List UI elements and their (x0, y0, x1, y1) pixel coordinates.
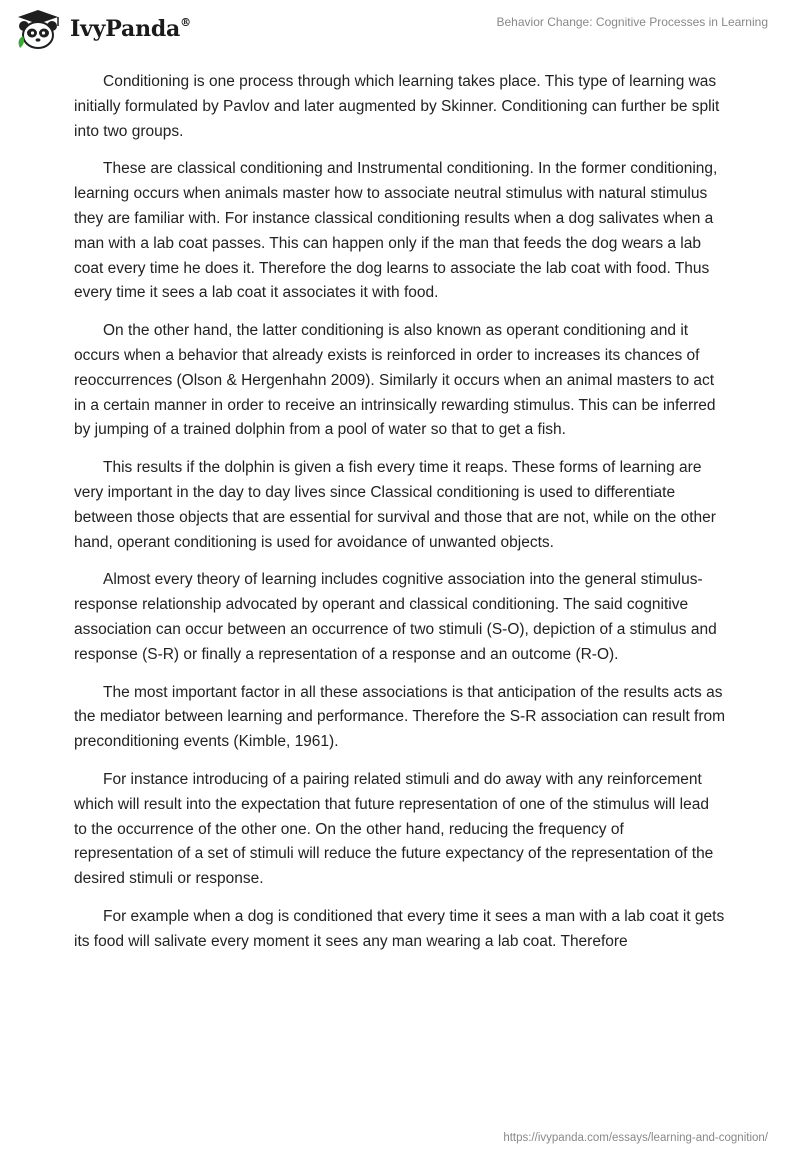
brand-logo[interactable] (14, 8, 191, 50)
page-header (0, 0, 800, 60)
paragraph: The most important factor in all these associations is that anticipation of the results acts as the mediator between learning and performance. Therefore the S-R association can result from preconditioning events (Kimble, 1961). (74, 683, 726, 751)
source-url[interactable]: https://ivypanda.com/essays/learning-and-cognition/ (503, 1132, 768, 1144)
essay-body (74, 70, 726, 968)
paragraph: Conditioning is one process through which learning takes place. This type of learning was initially formulated by Pavlov and later augmented by Skinner. Conditioning can further be split into two groups. (74, 73, 720, 140)
paragraph: Almost every theory of learning includes cognitive association into the general stimulus-response relationship advocated by operant and classical conditioning. The said cognitive association can occur between an occurrence of two stimuli (S-O), depiction of a stimulus and response (S-R) or finally a representation of a response and an outcome (R-O). (74, 571, 717, 663)
panda-logo-icon (14, 8, 62, 50)
brand-name: IvyPanda® (70, 15, 191, 42)
paragraph: For instance introducing of a pairing related stimuli and do away with any reinforcement which will result into the expectation that future representation of one of the stimulus will lead to the occurrence of the other one. On the other hand, reducing the frequency of representation of a set of stimuli will reduce the future expectancy of the representation of the desired stimuli or response. (74, 770, 714, 888)
paragraph: These are classical conditioning and Instrumental conditioning. In the former conditioning, learning occurs when animals master how to associate neutral stimulus with natural stimulus they are familiar with. For instance classical conditioning results when a dog salivates when a man with a lab coat passes. This can happen only if the man that feeds the dog wears a lab coat every time he does it. Therefore the dog learns to associate the lab coat with food. Thus every time it sees a lab coat it associates it with food. (74, 160, 718, 302)
paragraph: This results if the dolphin is given a fish every time it reaps. These forms of learning are very important in the day to day lives since Classical conditioning is used to differentiate between those objects that are essential for survival and those that are not, while on the other hand, operant conditioning is used for avoidance of unwanted objects. (74, 459, 716, 551)
paragraph: On the other hand, the latter conditioning is also known as operant conditioning and it occurs when a behavior that already exists is reinforced in order to increases its chances of reoccurrences (Olson & Hergenhahn 2009). Similarly it occurs when an animal masters to act in a certain manner in order to receive an intrinsically rewarding stimulus. This can be inferred by jumping of a trained dolphin from a pool of water so that to get a fish. (74, 322, 716, 439)
document-title: Behavior Change: Cognitive Processes in Learning (496, 15, 768, 29)
trademark-symbol: ® (180, 15, 191, 29)
paragraph: For example when a dog is conditioned that every time it sees a man with a lab coat it gets its food will salivate every moment it sees any man wearing a lab coat. Therefore (74, 907, 725, 950)
